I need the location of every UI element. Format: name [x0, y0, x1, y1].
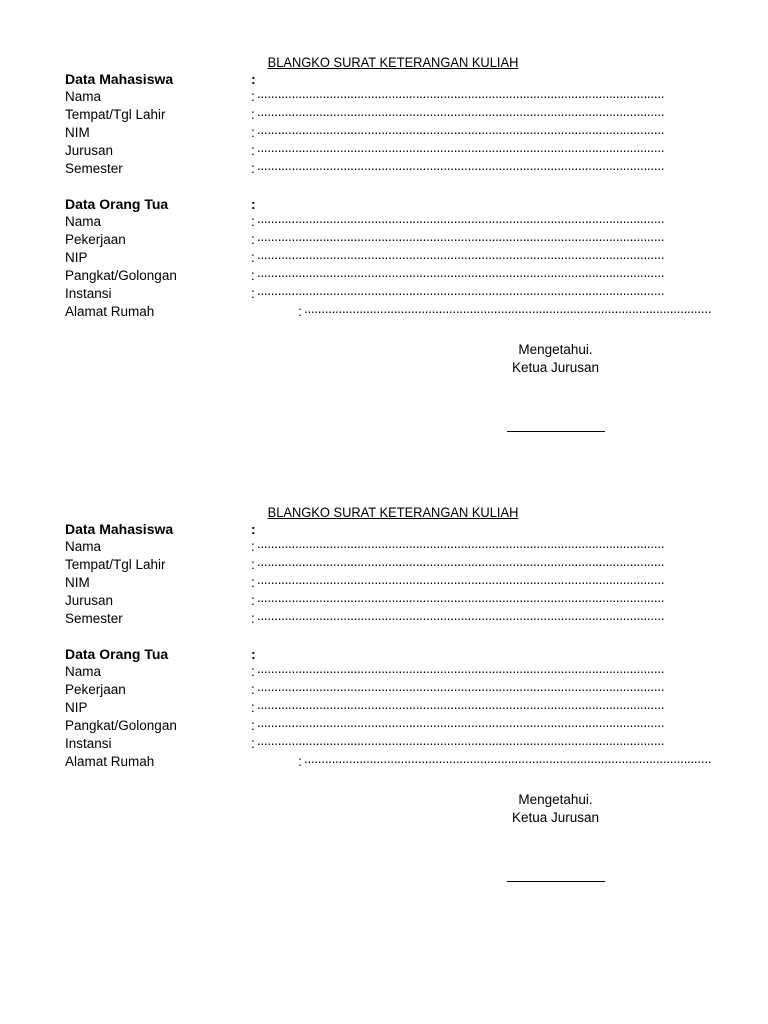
field-colon: : — [251, 125, 255, 140]
fill-in-line: ...................................................................................................................... — [257, 140, 665, 155]
signature-line — [507, 881, 605, 882]
field-colon: : — [251, 700, 255, 715]
field-label: Instansi — [65, 286, 112, 301]
field-colon: : — [251, 268, 255, 283]
fill-in-line: ...................................................................................................................... — [304, 301, 712, 316]
field-colon: : — [251, 575, 255, 590]
field-label: Tempat/Tgl Lahir — [65, 107, 166, 122]
field-colon: : — [251, 664, 255, 679]
field-label: Pangkat/Golongan — [65, 718, 177, 733]
field-label: NIP — [65, 250, 88, 265]
field-label: Jurusan — [65, 593, 114, 608]
form-title: BLANGKO SURAT KETERANGAN KULIAH — [267, 54, 519, 70]
field-label: Pekerjaan — [65, 682, 126, 697]
fill-in-line: ...................................................................................................................... — [257, 265, 665, 280]
field-label: Nama — [65, 539, 102, 554]
section-label: Data Mahasiswa — [65, 71, 174, 87]
fill-in-line: ...................................................................................................................... — [257, 247, 665, 262]
field-colon: : — [251, 593, 255, 608]
fill-in-line: ...................................................................................................................... — [257, 554, 665, 569]
fill-in-line: ...................................................................................................................... — [257, 211, 665, 226]
field-colon: : — [251, 736, 255, 751]
field-label: Jurusan — [65, 143, 114, 158]
signature-line — [507, 431, 605, 432]
field-colon: : — [251, 232, 255, 247]
field-label: Pekerjaan — [65, 232, 126, 247]
field-colon: : — [251, 89, 255, 104]
field-label: Nama — [65, 664, 102, 679]
field-colon: : — [251, 214, 255, 229]
field-colon: : — [251, 161, 255, 176]
fill-in-line: ...................................................................................................................... — [257, 86, 665, 101]
fill-in-line: ...................................................................................................................... — [257, 697, 665, 712]
section-label: Data Mahasiswa — [65, 521, 174, 537]
fill-in-line: ...................................................................................................................... — [257, 104, 665, 119]
field-colon: : — [251, 107, 255, 122]
field-label: Semester — [65, 161, 123, 176]
letter-form-2 — [0, 450, 768, 880]
field-label: Pangkat/Golongan — [65, 268, 177, 283]
fill-in-line: ...................................................................................................................... — [257, 661, 665, 676]
fill-in-line: ...................................................................................................................... — [257, 590, 665, 605]
field-colon: : — [298, 754, 302, 769]
field-row-semester — [65, 160, 765, 178]
field-colon: : — [298, 304, 302, 319]
field-colon: : — [251, 557, 255, 572]
field-label: NIM — [65, 125, 90, 140]
field-label: NIM — [65, 575, 90, 590]
fill-in-line: ...................................................................................................................... — [257, 608, 665, 623]
fill-in-line: ...................................................................................................................... — [257, 122, 665, 137]
field-colon: : — [251, 682, 255, 697]
field-colon: : — [251, 718, 255, 733]
letter-form-1 — [0, 0, 768, 430]
field-row-semester — [65, 610, 765, 628]
fill-in-line: ...................................................................................................................... — [257, 572, 665, 587]
field-label: Alamat Rumah — [65, 304, 155, 319]
fill-in-line: ...................................................................................................................... — [257, 715, 665, 730]
section-colon: : — [251, 71, 256, 87]
field-colon: : — [251, 611, 255, 626]
section-label: Data Orang Tua — [65, 646, 169, 662]
field-label: Tempat/Tgl Lahir — [65, 557, 166, 572]
fill-in-line: ...................................................................................................................... — [257, 733, 665, 748]
section-colon: : — [251, 521, 256, 537]
field-colon: : — [251, 143, 255, 158]
signer-role: Ketua Jurusan — [511, 360, 600, 375]
field-label: Instansi — [65, 736, 112, 751]
fill-in-line: ...................................................................................................................... — [257, 229, 665, 244]
field-label: NIP — [65, 700, 88, 715]
section-label: Data Orang Tua — [65, 196, 169, 212]
field-label: Alamat Rumah — [65, 754, 155, 769]
section-colon: : — [251, 196, 256, 212]
fill-in-line: ...................................................................................................................... — [257, 536, 665, 551]
section-colon: : — [251, 646, 256, 662]
acknowledged-label: Mengetahui. — [518, 342, 593, 357]
field-row-alamat-rumah — [65, 303, 765, 321]
field-colon: : — [251, 250, 255, 265]
field-colon: : — [251, 286, 255, 301]
form-title: BLANGKO SURAT KETERANGAN KULIAH — [267, 504, 519, 520]
signer-role: Ketua Jurusan — [511, 810, 600, 825]
field-label: Semester — [65, 611, 123, 626]
field-row-alamat-rumah — [65, 753, 765, 771]
field-label: Nama — [65, 214, 102, 229]
fill-in-line: ...................................................................................................................... — [304, 751, 712, 766]
fill-in-line: ...................................................................................................................... — [257, 158, 665, 173]
acknowledged-label: Mengetahui. — [518, 792, 593, 807]
fill-in-line: ...................................................................................................................... — [257, 283, 665, 298]
field-colon: : — [251, 539, 255, 554]
fill-in-line: ...................................................................................................................... — [257, 679, 665, 694]
field-label: Nama — [65, 89, 102, 104]
